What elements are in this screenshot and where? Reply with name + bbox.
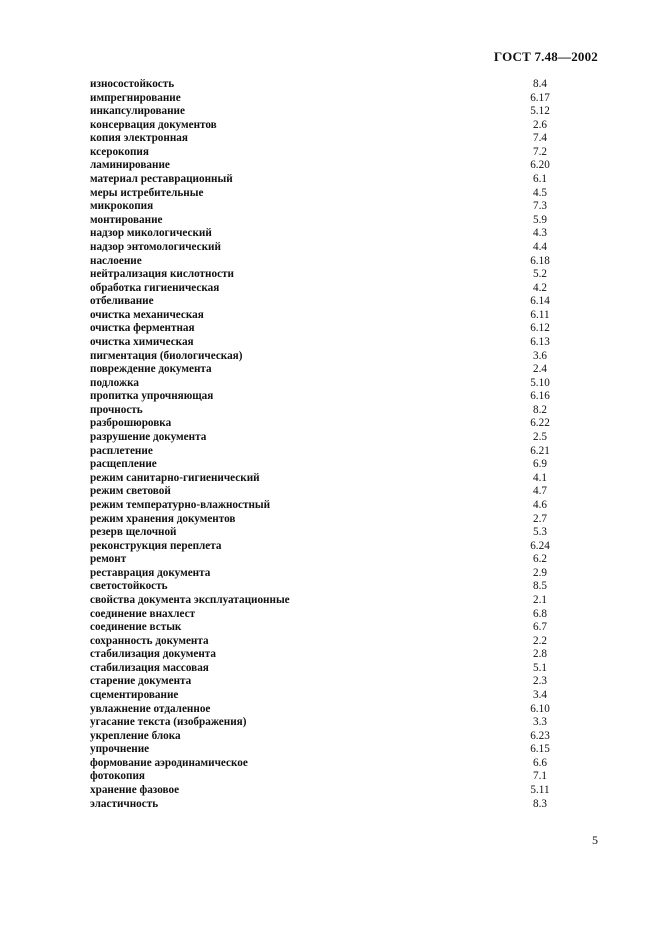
index-term: очистка химическая (90, 335, 194, 348)
index-term: очистка ферментная (90, 322, 195, 335)
index-term: увлажнение отдаленное (90, 702, 211, 715)
index-section-number: 7.1 (533, 770, 547, 783)
index-row (90, 458, 570, 472)
index-row (90, 295, 570, 309)
index-row (90, 227, 570, 241)
index-term: расплетение (90, 444, 153, 457)
index-row (90, 743, 570, 757)
index-term: повреждение документа (90, 363, 212, 376)
index-term: ламинирование (90, 159, 170, 172)
index-row (90, 730, 570, 744)
index-section-number: 5.2 (533, 268, 547, 281)
index-section-number: 8.3 (533, 797, 547, 810)
index-section-number: 2.4 (533, 363, 547, 376)
index-term: микрокопия (90, 200, 154, 213)
document-code: ГОСТ 7.48—2002 (493, 49, 598, 64)
index-term: режим санитарно-гигиенический (90, 471, 260, 484)
index-term: наслоение (90, 254, 142, 267)
index-section-number: 2.1 (533, 593, 547, 606)
term-index (90, 78, 570, 811)
index-section-number: 6.16 (530, 390, 550, 403)
index-row (90, 255, 570, 269)
index-row (90, 268, 570, 282)
index-term: прочность (90, 403, 143, 416)
index-row (90, 417, 570, 431)
index-section-number: 2.9 (533, 566, 547, 579)
index-row (90, 282, 570, 296)
index-section-number: 4.6 (533, 498, 547, 511)
index-term: отбеливание (90, 295, 154, 308)
index-section-number: 7.3 (533, 200, 547, 213)
index-row (90, 784, 570, 798)
index-term: режим температурно-влажностный (90, 498, 271, 511)
index-section-number: 4.1 (533, 471, 547, 484)
index-section-number: 7.2 (533, 145, 547, 158)
index-row (90, 336, 570, 350)
index-section-number: 6.12 (530, 322, 550, 335)
index-term: реставрация документа (90, 566, 211, 579)
index-section-number: 6.21 (530, 444, 550, 457)
index-row (90, 757, 570, 771)
index-section-number: 5.1 (533, 661, 547, 674)
index-term: обработка гигиеническая (90, 281, 220, 294)
index-term: меры истребительные (90, 186, 204, 199)
index-section-number: 8.5 (533, 580, 547, 593)
index-section-number: 8.4 (533, 78, 547, 90)
index-section-number: 5.11 (530, 784, 550, 797)
index-term: соединение внахлест (90, 607, 196, 620)
index-term: разброшюровка (90, 417, 172, 430)
index-row (90, 798, 570, 812)
index-row (90, 214, 570, 228)
index-row (90, 350, 570, 364)
index-term: режим хранения документов (90, 512, 236, 525)
index-section-number: 6.24 (530, 539, 550, 552)
index-row (90, 241, 570, 255)
index-section-number: 4.5 (533, 186, 547, 199)
index-section-number: 5.12 (530, 105, 550, 118)
index-section-number: 3.3 (533, 716, 547, 729)
index-section-number: 2.7 (533, 512, 547, 525)
index-term: укрепление блока (90, 729, 181, 742)
index-row (90, 132, 570, 146)
index-section-number: 2.6 (533, 118, 547, 131)
index-term: реконструкция переплета (90, 539, 222, 552)
index-term: подложка (90, 376, 139, 389)
index-section-number: 2.3 (533, 675, 547, 688)
index-section-number: 6.9 (533, 458, 547, 471)
index-section-number: 6.17 (530, 91, 550, 104)
index-row (90, 146, 570, 160)
index-section-number: 4.7 (533, 485, 547, 498)
index-row (90, 675, 570, 689)
index-section-number: 3.6 (533, 349, 547, 362)
index-term: импрегнирование (90, 91, 181, 104)
index-term: пигментация (биологическая) (90, 349, 243, 362)
page-number: 5 (592, 833, 598, 847)
index-row (90, 105, 570, 119)
index-term: свойства документа эксплуатационные (90, 593, 290, 606)
index-term: пропитка упрочняющая (90, 390, 214, 403)
index-term: эластичность (90, 797, 159, 810)
index-term: светостойкость (90, 580, 168, 593)
index-term: угасание текста (изображения) (90, 716, 247, 729)
index-section-number: 3.4 (533, 689, 547, 702)
index-term: очистка механическая (90, 308, 204, 321)
index-section-number: 6.15 (530, 743, 550, 756)
index-row (90, 553, 570, 567)
index-section-number: 2.8 (533, 648, 547, 661)
index-row (90, 513, 570, 527)
index-section-number: 7.4 (533, 132, 547, 145)
index-section-number: 6.1 (533, 173, 547, 186)
index-row (90, 621, 570, 635)
index-section-number: 4.4 (533, 240, 547, 253)
index-term: стабилизация документа (90, 648, 217, 661)
index-section-number: 6.20 (530, 159, 550, 172)
index-term: режим световой (90, 485, 171, 498)
index-row (90, 703, 570, 717)
index-row (90, 689, 570, 703)
index-term: стабилизация массовая (90, 661, 209, 674)
index-row (90, 485, 570, 499)
index-term: формование аэродинамическое (90, 756, 248, 769)
index-row (90, 770, 570, 784)
index-row (90, 567, 570, 581)
index-term: материал реставрационный (90, 173, 233, 186)
index-term: сохранность документа (90, 634, 209, 647)
index-row (90, 78, 570, 92)
index-section-number: 6.23 (530, 729, 550, 742)
index-section-number: 5.9 (533, 213, 547, 226)
index-row (90, 635, 570, 649)
index-row (90, 594, 570, 608)
index-section-number: 6.18 (530, 254, 550, 267)
index-section-number: 8.2 (533, 403, 547, 416)
index-term: упрочнение (90, 743, 150, 756)
index-term: хранение фазовое (90, 784, 180, 797)
index-row (90, 173, 570, 187)
index-section-number: 6.7 (533, 621, 547, 634)
index-row (90, 648, 570, 662)
index-section-number: 6.10 (530, 702, 550, 715)
index-term: фотокопия (90, 770, 145, 783)
index-row (90, 431, 570, 445)
index-row (90, 445, 570, 459)
index-term: нейтрализация кислотности (90, 268, 234, 281)
index-row (90, 119, 570, 133)
index-section-number: 6.22 (530, 417, 550, 430)
index-section-number: 4.3 (533, 227, 547, 240)
index-section-number: 5.10 (530, 376, 550, 389)
index-row (90, 159, 570, 173)
index-section-number: 4.2 (533, 281, 547, 294)
index-term: ремонт (90, 553, 127, 566)
index-term: надзор микологический (90, 227, 212, 240)
index-term: монтирование (90, 213, 163, 226)
index-row (90, 92, 570, 106)
index-row (90, 580, 570, 594)
index-section-number: 6.2 (533, 553, 547, 566)
index-row (90, 404, 570, 418)
index-row (90, 540, 570, 554)
index-section-number: 2.2 (533, 634, 547, 647)
index-term: старение документа (90, 675, 192, 688)
index-section-number: 6.6 (533, 756, 547, 769)
index-term: надзор энтомологический (90, 240, 221, 253)
index-term: консервация документов (90, 118, 217, 131)
index-row (90, 309, 570, 323)
index-section-number: 6.11 (530, 308, 550, 321)
index-term: резерв щелочной (90, 526, 177, 539)
index-row (90, 363, 570, 377)
index-row (90, 662, 570, 676)
index-term: соединение встык (90, 621, 182, 634)
index-row (90, 200, 570, 214)
index-row (90, 390, 570, 404)
index-term: износостойкость (90, 78, 175, 90)
index-term: инкапсулирование (90, 105, 185, 118)
index-section-number: 6.14 (530, 295, 550, 308)
index-term: копия электронная (90, 132, 188, 145)
index-row (90, 322, 570, 336)
index-term: сцементирование (90, 689, 179, 702)
index-row (90, 716, 570, 730)
index-term: ксерокопия (90, 145, 149, 158)
index-row (90, 472, 570, 486)
index-row (90, 608, 570, 622)
index-section-number: 5.3 (533, 526, 547, 539)
index-section-number: 2.5 (533, 431, 547, 444)
index-row (90, 499, 570, 513)
index-section-number: 6.13 (530, 335, 550, 348)
index-term: расщепление (90, 458, 157, 471)
index-row (90, 377, 570, 391)
index-row (90, 526, 570, 540)
index-section-number: 6.8 (533, 607, 547, 620)
index-row (90, 187, 570, 201)
index-term: разрушение документа (90, 431, 207, 444)
